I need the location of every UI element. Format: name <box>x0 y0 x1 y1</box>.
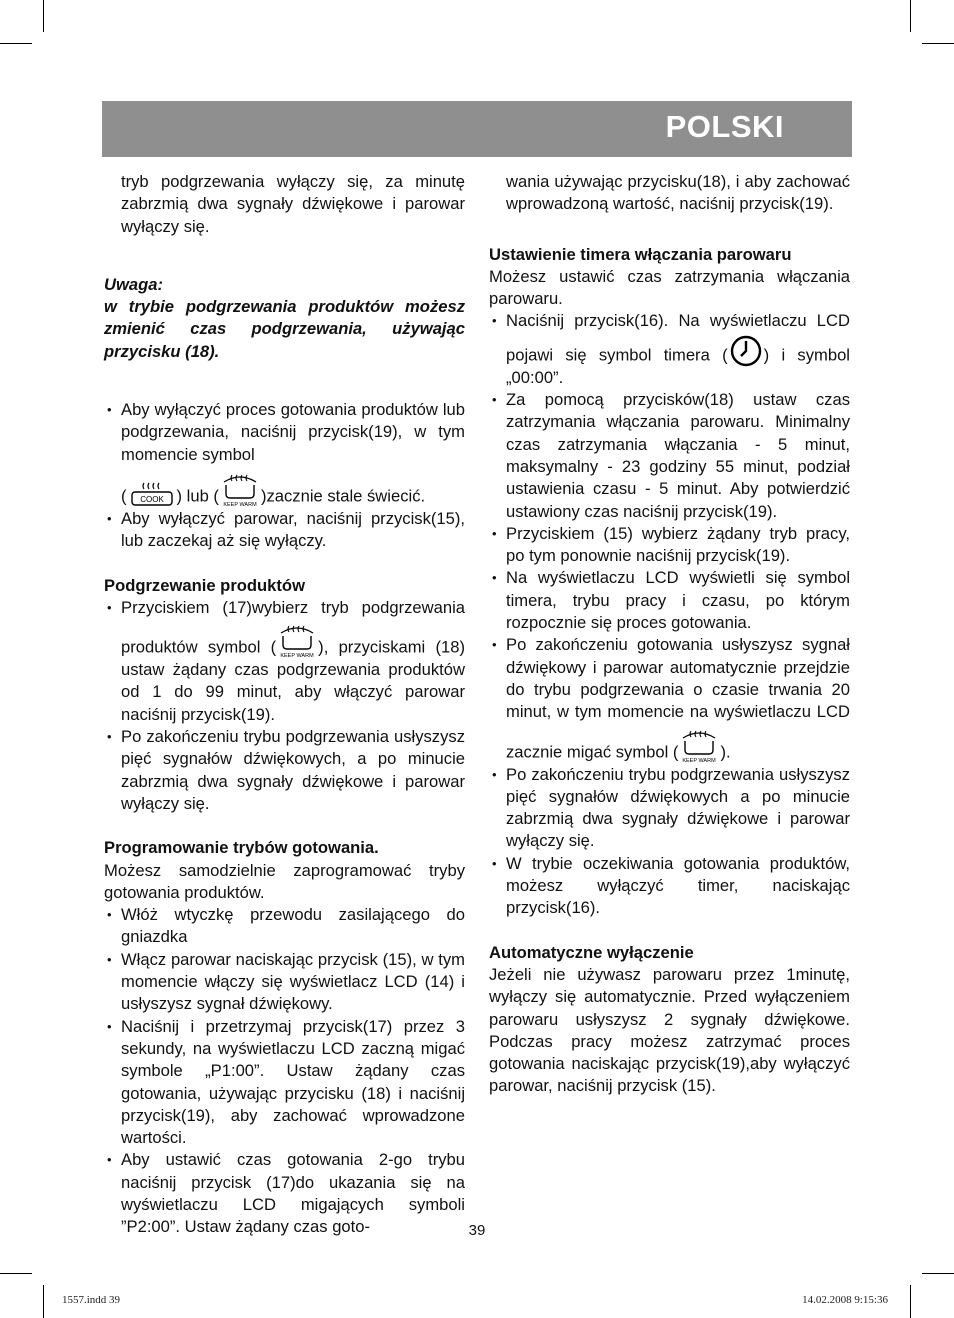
crop-mark <box>910 0 911 32</box>
list-item: • Aby ustawić czas gotowania 2-go trybu naciśnij przycisk (17)do ukazania się na wyświetlaczu LCD migających symboli ”P2:00”. Ustaw żądany czas goto- <box>104 1149 465 1238</box>
programming-list <box>104 904 465 1238</box>
list-item: • Aby wyłączyć parowar, naciśnij przycisk(15), lub zaczekaj aż się wyłączy. <box>104 508 465 553</box>
cook-icon <box>128 480 176 508</box>
stop-list <box>104 399 465 552</box>
heading-auto-off: Automatyczne wyłączenie <box>489 942 694 962</box>
svg-text:COOK: COOK <box>139 494 164 504</box>
list-item: • Aby wyłączyć proces gotowania produktów lub podgrzewania, naciśnij przycisk(19), w tym momencie symbol ( COOK ) lub ( KEEP WARM )zacznie stale świecić. <box>104 399 465 508</box>
heading-reheat: Podgrzewanie produktów <box>104 575 305 595</box>
keep-warm-icon <box>220 468 260 508</box>
crop-mark <box>0 43 32 44</box>
crop-mark <box>922 43 954 44</box>
svg-text:KEEP WARM: KEEP WARM <box>223 501 257 508</box>
timer-intro: Możesz ustawić czas zatrzymania włączania parowaru. <box>489 266 850 309</box>
language-title: POLSKI <box>665 109 784 144</box>
list-item: • Po zakończeniu trybu podgrzewania usłyszysz pięć sygnałów dźwiękowych, a po minucie zabrzmią dwa sygnały dźwiękowe i parowar wyłączy się. <box>104 726 465 815</box>
continued-paragraph: wania używając przycisku(18), i aby zachować wprowadzoną wartość, naciśnij przycisk(19). <box>506 172 850 214</box>
file-slug: 1557.indd 39 <box>62 1294 121 1306</box>
keep-warm-icon <box>277 619 317 659</box>
list-item: • W trybie oczekiwania gotowania produktów, możesz wyłączyć timer, naciskając przycisk(16). <box>489 853 850 920</box>
keep-warm-icon <box>679 724 719 764</box>
crop-mark <box>43 1285 44 1318</box>
left-column <box>104 171 465 1239</box>
svg-text:KEEP WARM: KEEP WARM <box>280 653 314 660</box>
list-item: • Po zakończeniu trybu podgrzewania usłyszysz pięć sygnałów dźwiękowych a po minucie zabrzmią dwa sygnały dźwiękowe i parowar wyłączy się. <box>489 764 850 853</box>
right-column <box>489 171 850 1098</box>
list-item: • Przyciskiem (15) wybierz żądany tryb pracy, po tym ponownie naciśnij przycisk(19). <box>489 523 850 568</box>
programming-intro: Możesz samodzielnie zaprogramować tryby gotowania produktów. <box>104 860 465 902</box>
section-header-bar <box>102 101 852 157</box>
list-item: • Na wyświetlaczu LCD wyświetli się symbol timera, trybu pracy i czasu, po którym rozpocznie się proces gotowania. <box>489 567 850 634</box>
auto-off-body: Jeżeli nie używasz parowaru przez 1minutę, wyłączy się automatycznie. Przed wyłączeniem parowaru usłyszysz 2 sygnały dźwiękowe. Podczas pracy możesz zatrzymać proces gotowania naciskając przycisk(19),aby wyłączyć parowar, naciśnij przycisk (15). <box>489 964 850 1096</box>
list-item: • Naciśnij przycisk(16). Na wyświetlaczu LCD pojawi się symbol timera ( ) i symbol „00:00”. <box>489 310 850 389</box>
crop-mark <box>43 0 44 32</box>
note-body: w trybie podgrzewania produktów możesz zmienić czas podgrzewania, używając przycisku (18). <box>104 297 465 361</box>
crop-mark <box>0 1273 32 1274</box>
list-item: • Naciśnij i przetrzymaj przycisk(17) przez 3 sekundy, na wyświetlaczu LCD zaczną migać symbole „P1:00”. Ustaw żądany czas gotowania, używając przycisku (18) i naciśnij przycisk(19), aby zachować wprowadzone wartości. <box>104 1016 465 1150</box>
heading-timer: Ustawienie timera włączania parowaru <box>489 244 792 264</box>
timer-icon <box>729 333 763 367</box>
svg-text:KEEP WARM: KEEP WARM <box>682 757 717 764</box>
list-item: • Włóż wtyczkę przewodu zasilającego do gniazdka <box>104 904 465 949</box>
crop-mark <box>922 1273 954 1274</box>
crop-mark <box>910 1285 911 1318</box>
page-number: 39 <box>468 1222 486 1239</box>
list-item: • Włącz parowar naciskając przycisk (15), w tym momencie włączy się wyświetlacz LCD (14) i usłyszysz sygnał dźwiękowy. <box>104 949 465 1016</box>
timer-list <box>489 310 850 919</box>
note-title: Uwaga: <box>104 274 164 294</box>
list-item: • Za pomocą przycisków(18) ustaw czas zatrzymania włączania parowaru. Minimalny czas zatrzymania włączania - 5 minut, maksymalny - 23 godziny 55 minut, podział ustawienia czasu - 5 minut. Aby potwierdzić ustawiony czas naciśnij przycisk(19). <box>489 389 850 523</box>
list-item: • Przyciskiem (17)wybierz tryb podgrzewania produktów symbol ( KEEP WARM ), przyciskami (18) ustaw żądany czas podgrzewania produktów od 1 do 99 minut, aby włączyć parowar naciśnij przycisk(19). <box>104 597 465 726</box>
intro-paragraph: tryb podgrzewania wyłączy się, za minutę zabrzmią dwa sygnały dźwiękowe i parowar wyłączy się. <box>121 172 465 236</box>
list-item: • Po zakończeniu gotowania usłyszysz sygnał dźwiękowy i parowar automatycznie przejdzie do trybu podgrzewania o czasie trwania 20 minut, w tym momencie na wyświetlaczu LCD zacznie migać symbol ( KEEP WARM ). <box>489 634 850 763</box>
heading-programming: Programowanie trybów gotowania. <box>104 838 379 858</box>
reheat-list <box>104 597 465 815</box>
timestamp-slug: 14.02.2008 9:15:36 <box>802 1294 888 1306</box>
